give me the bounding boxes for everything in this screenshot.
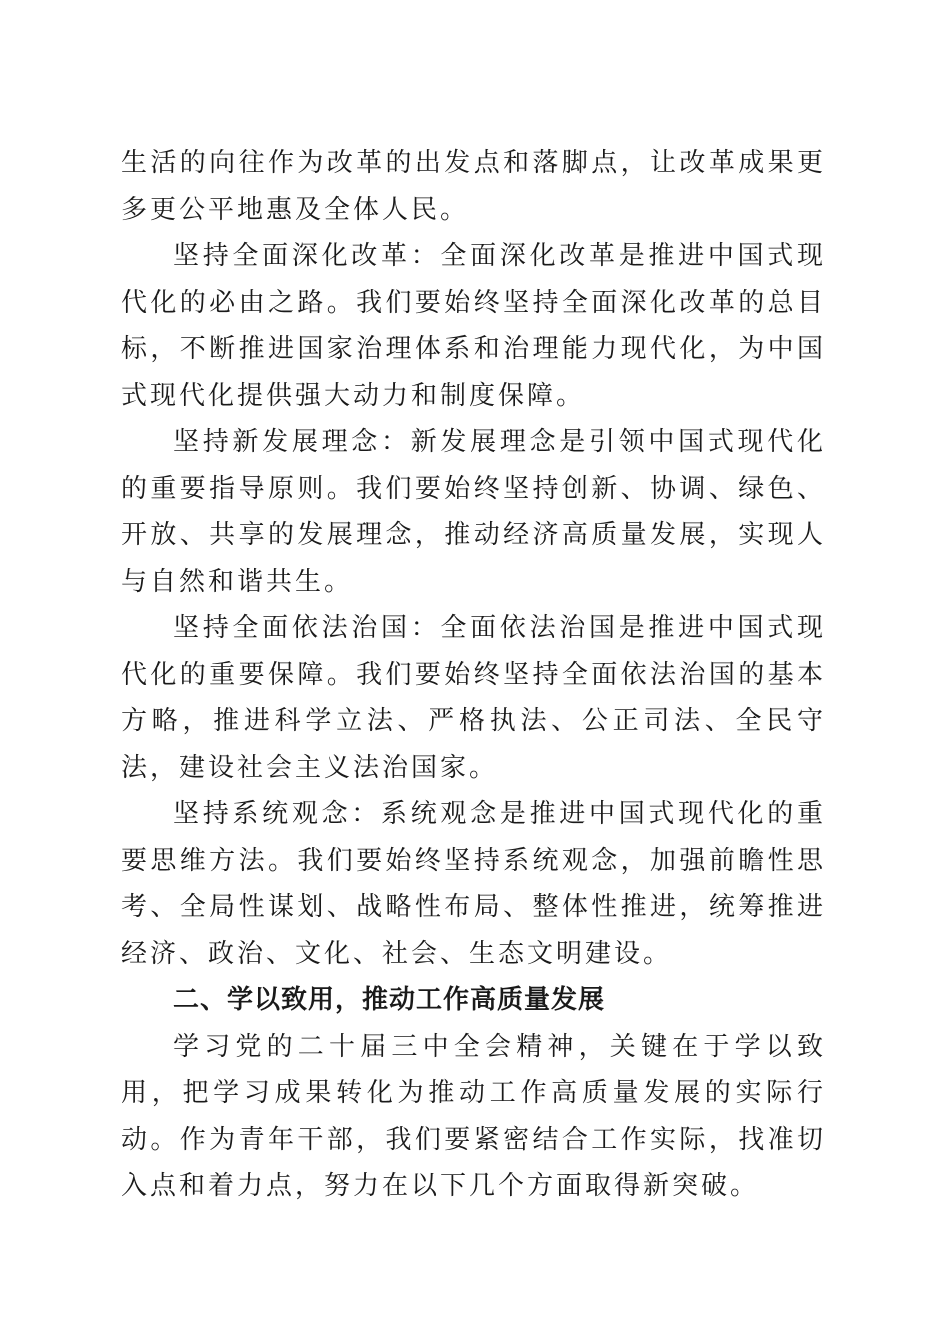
paragraph-apply-learning: 学习党的二十届三中全会精神，关键在于学以致用，把学习成果转化为推动工作高质量发展的实际行动。作为青年干部，我们要紧密结合工作实际，找准切入点和着力点，努力在以下几个方面取得新突破。 (121, 1031, 826, 1201)
paragraph-new-development-concept: 坚持新发展理念：新发展理念是引领中国式现代化的重要指导原则。我们要始终坚持创新、协调、绿色、开放、共享的发展理念，推动经济高质量发展，实现人与自然和谐共生。 (121, 427, 826, 597)
section-heading: 二、学以致用，推动工作高质量发展 (173, 985, 606, 1015)
paragraph-deepen-reform: 坚持全面深化改革：全面深化改革是推进中国式现代化的必由之路。我们要始终坚持全面深化改革的总目标，不断推进国家治理体系和治理能力现代化，为中国式现代化提供强大动力和制度保障。 (121, 241, 826, 411)
paragraph-continuation: 生活的向往作为改革的出发点和落脚点，让改革成果更多更公平地惠及全体人民。 (121, 148, 826, 225)
document-body (121, 140, 826, 1210)
paragraph-systems-thinking: 坚持系统观念：系统观念是推进中国式现代化的重要思维方法。我们要始终坚持系统观念，加强前瞻性思考、全局性谋划、战略性布局、整体性推进，统筹推进经济、政治、文化、社会、生态文明建设。 (121, 799, 826, 969)
paragraph-rule-of-law: 坚持全面依法治国：全面依法治国是推进中国式现代化的重要保障。我们要始终坚持全面依法治国的基本方略，推进科学立法、严格执法、公正司法、全民守法，建设社会主义法治国家。 (121, 613, 826, 783)
